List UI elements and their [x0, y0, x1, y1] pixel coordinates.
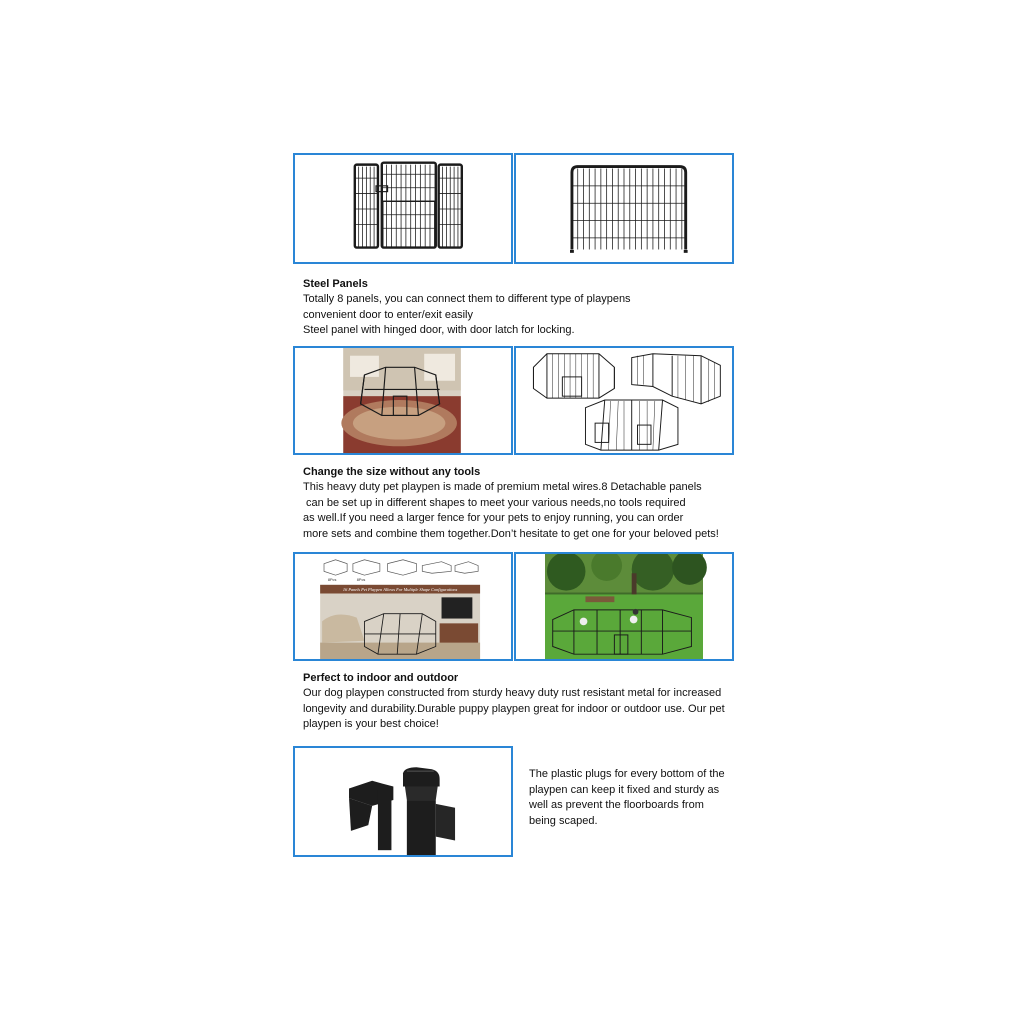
section-text-indoor-outdoor — [303, 686, 725, 733]
text-line: being scaped. — [529, 814, 598, 827]
text-line: convenient door to enter/exit easily — [303, 308, 473, 321]
image-plastic-plug — [293, 746, 513, 857]
door-panel-drawing — [295, 155, 511, 262]
text-line: playpen is your best choice! — [303, 718, 439, 730]
section-heading-indoor-outdoor: Perfect to indoor and outdoor — [303, 672, 459, 684]
shape-configurations-drawing — [516, 348, 732, 453]
section-heading-change-size: Change the size without any tools — [303, 466, 481, 478]
plain-panel-drawing — [516, 155, 732, 262]
text-line: Steel panel with hinged door, with door latch for locking. — [303, 324, 575, 336]
image-outdoor-park — [514, 552, 734, 661]
outdoor-park-drawing — [516, 554, 732, 659]
banner-caption: 16 Panels Pet Playpen Allows For Multiple Shape Configurations — [342, 587, 458, 593]
indoor-banner-drawing — [295, 554, 511, 659]
text-line: Our dog playpen constructed from sturdy heavy duty rust resistant metal for increased — [303, 687, 722, 699]
text-line: playpen can keep it fixed and sturdy as — [529, 783, 720, 796]
banner-label-b: 8Pcs — [356, 577, 366, 582]
image-door-panel — [293, 153, 513, 264]
room-playpen-drawing — [295, 348, 511, 453]
text-line: Totally 8 panels, you can connect them to different type of playpens — [303, 293, 631, 305]
text-line: as well.If you need a larger fence for your pets to enjoy running, you can order — [303, 512, 684, 524]
banner-label-a: 8Pcs — [327, 577, 337, 582]
text-line: longevity and durability.Durable puppy playpen great for indoor or outdoor use. Our pet — [303, 702, 725, 715]
text-line: This heavy duty pet playpen is made of premium metal wires.8 Detachable panels — [303, 481, 702, 493]
section-text-change-size — [303, 480, 719, 542]
image-room-playpen — [293, 346, 513, 455]
plastic-plug-drawing — [295, 748, 511, 855]
section-text-steel-panels — [303, 292, 631, 339]
image-shape-configurations — [514, 346, 734, 455]
text-line: more sets and combine them together.Don’t hesitate to get one for your beloved pets! — [303, 527, 719, 540]
image-plain-panel — [514, 153, 734, 264]
image-indoor-banner — [293, 552, 513, 661]
text-line: The plastic plugs for every bottom of the — [529, 768, 725, 780]
plug-description — [529, 767, 725, 829]
section-heading-steel-panels: Steel Panels — [303, 278, 368, 290]
text-line: can be set up in different shapes to meet your various needs,no tools required — [303, 496, 686, 509]
text-line: well as prevent the floorboards from — [529, 799, 704, 811]
